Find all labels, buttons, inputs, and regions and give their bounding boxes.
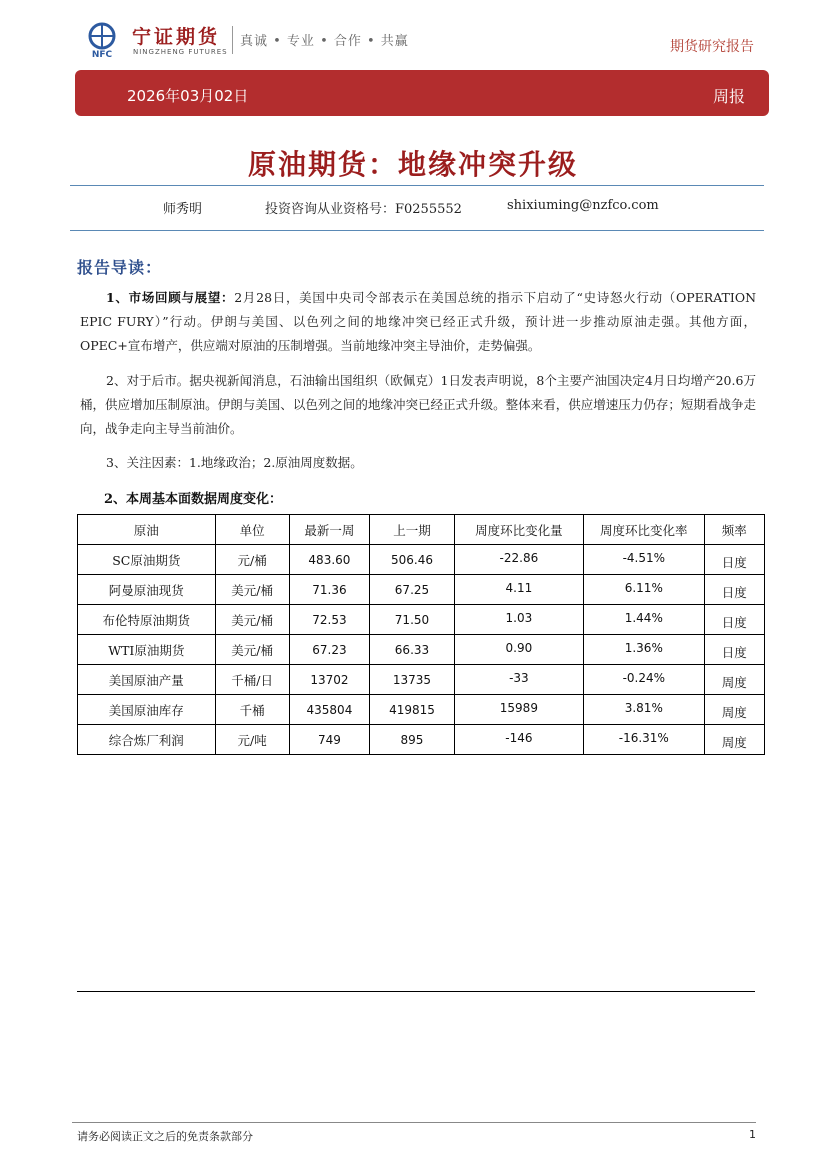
table-cell: -146 (454, 725, 583, 755)
table-cell: -22.86 (454, 545, 583, 575)
table-row (78, 665, 765, 695)
page-number: 1 (749, 1128, 756, 1141)
table-cell: 1.36% (583, 635, 704, 665)
table-row (78, 695, 765, 725)
table-cell: 6.11% (583, 575, 704, 605)
table-cell: 日度 (704, 575, 764, 605)
table-cell: 66.33 (370, 635, 455, 665)
report-title: 原油期货：地缘冲突升级 (247, 148, 578, 181)
table-cell: 美国原油库存 (78, 695, 216, 725)
table-header-cell: 最新一周 (289, 515, 369, 545)
table-cell: 周度 (704, 725, 764, 755)
table-cell: 435804 (289, 695, 369, 725)
table-cell: 千桶 (215, 695, 289, 725)
table-cell: 周度 (704, 665, 764, 695)
date-banner (75, 70, 769, 116)
table-header-cell: 周度环比变化量 (454, 515, 583, 545)
report-date: 2026年03月02日 (127, 87, 249, 105)
author-name: 师秀明 (163, 202, 203, 217)
table-cell: 3.81% (583, 695, 704, 725)
table-cell: 美元/桶 (215, 605, 289, 635)
table-cell: 13702 (289, 665, 369, 695)
table-row (78, 545, 765, 575)
table-cell: 美元/桶 (215, 575, 289, 605)
disclaimer-note: 请务必阅读正文之后的免责条款部分 (77, 1130, 253, 1143)
table-cell: 72.53 (289, 605, 369, 635)
table-cell: SC原油期货 (78, 545, 216, 575)
slogan: 真诚 • 专业 • 合作 • 共赢 (240, 34, 409, 49)
guide-paragraph-2: 2、对于后市。据央视新闻消息，石油输出国组织（欧佩克）1日发表声明说，8个主要产油国决定4月日均增产20.6万桶，供应增加压制原油。伊朗与美国、以色列之间的地缘冲突已经正式升级。整体来看，供应增速压力仍存；短期看战争走向，战争走向主导当前油价。 (80, 373, 756, 436)
guide-paragraph-1-label: 1、市场回顾与展望： (106, 290, 235, 305)
table-header-cell: 周度环比变化率 (583, 515, 704, 545)
table-cell: 67.23 (289, 635, 369, 665)
table-cell: 美元/桶 (215, 635, 289, 665)
table-cell: 阿曼原油现货 (78, 575, 216, 605)
guide-paragraph-1 (80, 286, 756, 358)
table-cell: -33 (454, 665, 583, 695)
document-type: 期货研究报告 (670, 39, 754, 55)
table-cell: -0.24% (583, 665, 704, 695)
table-cell: -16.31% (583, 725, 704, 755)
table-cell: 元/吨 (215, 725, 289, 755)
table-row (78, 575, 765, 605)
table-cell: 综合炼厂利润 (78, 725, 216, 755)
table-header-cell: 上一期 (370, 515, 455, 545)
table-cell: 日度 (704, 635, 764, 665)
table-heading: 2、本周基本面数据周度变化： (104, 492, 283, 507)
table-cell: 419815 (370, 695, 455, 725)
table-cell: 749 (289, 725, 369, 755)
table-cell: 日度 (704, 545, 764, 575)
table-cell: 周度 (704, 695, 764, 725)
table-cell: 美国原油产量 (78, 665, 216, 695)
logo-text: NFC (91, 50, 113, 58)
table-cell: 67.25 (370, 575, 455, 605)
table-header-cell: 原油 (78, 515, 216, 545)
guide-heading: 报告导读： (77, 258, 163, 277)
table-cell: 13735 (370, 665, 455, 695)
table-cell: 506.46 (370, 545, 455, 575)
brand-name-cn: 宁证期货 (132, 26, 221, 48)
guide-paragraph-3: 3、关注因素：1.地缘政治；2.原油周度数据。 (106, 455, 363, 470)
guide-paragraph-1-text: 2月28日，美国中央司令部表示在美国总统的指示下启动了“史诗怒火行动（OPERATION EPIC FURY）”行动。伊朗与美国、以色列之间的地缘冲突已经正式升级，预计进一步推动原油走强。其他方面，OPEC+宣布增产，供应端对原油的压制增强。当前地缘冲突主导油价，走势偏强。 (80, 290, 757, 353)
table-cell: 日度 (704, 605, 764, 635)
table-header-cell: 频率 (704, 515, 764, 545)
table-row (78, 725, 765, 755)
nfc-logo-icon (82, 22, 122, 58)
table-cell: 布伦特原油期货 (78, 605, 216, 635)
table-cell: 千桶/日 (215, 665, 289, 695)
author-divider (70, 230, 764, 231)
content-end-divider (77, 991, 755, 992)
fundamental-data-table (77, 514, 765, 755)
table-cell: 483.60 (289, 545, 369, 575)
report-type: 周报 (712, 87, 745, 106)
table-cell: 4.11 (454, 575, 583, 605)
table-cell: 15989 (454, 695, 583, 725)
table-row (78, 635, 765, 665)
table-cell: 895 (370, 725, 455, 755)
author-license: 投资咨询从业资格号：F0255552 (265, 202, 462, 217)
table-header-row (78, 515, 765, 545)
table-cell: 1.03 (454, 605, 583, 635)
table-cell: 71.50 (370, 605, 455, 635)
table-row (78, 605, 765, 635)
table-cell: 1.44% (583, 605, 704, 635)
slogan-divider (232, 26, 233, 54)
table-cell: -4.51% (583, 545, 704, 575)
brand-name-en: NINGZHENG FUTURES (133, 48, 228, 56)
table-cell: 71.36 (289, 575, 369, 605)
table-cell: WTI原油期货 (78, 635, 216, 665)
company-logo (82, 20, 422, 62)
footer-divider (72, 1122, 756, 1123)
author-email: shixiuming@nzfco.com (507, 198, 659, 213)
table-cell: 元/桶 (215, 545, 289, 575)
title-divider (70, 185, 764, 186)
table-cell: 0.90 (454, 635, 583, 665)
table-header-cell: 单位 (215, 515, 289, 545)
